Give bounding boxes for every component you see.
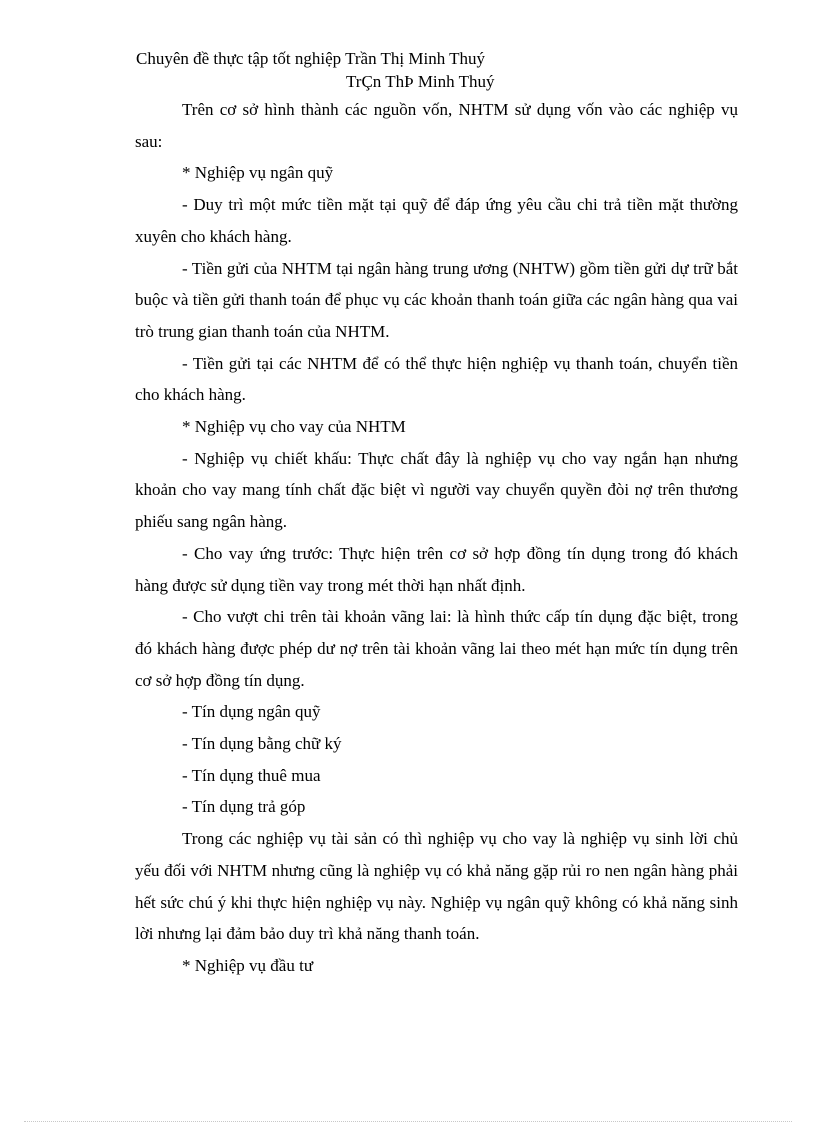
body-text: [135, 94, 738, 982]
list-item-signature-credit: - Tín dụng bằng chữ ký: [182, 734, 342, 754]
author-name-header: TrÇn ThÞ Minh Thuý: [346, 72, 495, 91]
paragraph-cash-reserve: - Duy trì một mức tiền mặt tại quỹ để đáp ứng yêu cầu chi trả tiền mặt thường xuyên cho khách hàng.: [135, 195, 738, 246]
paragraph-advance-loans: - Cho vay ứng trước: Thực hiện trên cơ sở hợp đồng tín dụng trong đó khách hàng được sử dụng tiền vay trong mét thời hạn nhất định.: [135, 543, 738, 595]
page-bottom-divider: [24, 1121, 792, 1122]
paragraph-central-bank-deposits: - Tiền gửi của NHTM tại ngân hàng trung ương (NHTW) gồm tiền gửi dự trữ bắt buộc và tiền gửi thanh toán để phục vụ các khoản thanh toán giữa các ngân hàng qua vai trò trung gian thanh toán của NHTM.: [135, 258, 738, 341]
list-item-leasing-credit: - Tín dụng thuê mua: [182, 765, 321, 785]
paragraph-overdraft: - Cho vượt chi trên tài khoản vãng lai: là hình thức cấp tín dụng đặc biệt, trong đó khách hàng được phép dư nợ trên tài khoản vãng lai theo mét hạn mức tín dụng trên cơ sở hợp đồng tín dụng.: [135, 607, 738, 690]
paragraph-lending-risk: Trong các nghiệp vụ tài sản có thì nghiệp vụ cho vay là nghiệp vụ sinh lời chủ yếu đối với NHTM nhưng cũng là nghiệp vụ có khả năng gặp rủi ro nen ngân hàng phải hết sức chú ý khi thực hiện nghiệp vụ này. Nghiệp vụ ngân quỹ không có khả năng sinh lời nhưng lại đảm bảo duy trì khả năng thanh toán.: [135, 829, 738, 944]
heading-lending-operations: * Nghiệp vụ cho vay của NHTM: [182, 417, 406, 437]
paragraph-intro: Trên cơ sở hình thành các nguồn vốn, NHTM sử dụng vốn vào các nghiệp vụ sau:: [135, 100, 738, 151]
paragraph-discounting: - Nghiệp vụ chiết khấu: Thực chất đây là nghiệp vụ cho vay ngắn hạn nhưng khoản cho vay mang tính chất đặc biệt vì người vay chuyển quyền đòi nợ trên thương phiếu sang ngân hàng.: [135, 448, 738, 532]
heading-investment-operations: * Nghiệp vụ đầu tư: [182, 955, 314, 975]
list-item-installment-credit: - Tín dụng trả góp: [182, 797, 306, 817]
list-item-treasury-credit: - Tín dụng ngân quỹ: [182, 702, 321, 722]
paragraph-interbank-deposits: - Tiền gửi tại các NHTM để có thể thực hiện nghiệp vụ thanh toán, chuyển tiền cho khách hàng.: [135, 353, 738, 405]
heading-treasury-operations: * Nghiệp vụ ngân quỹ: [182, 163, 334, 183]
running-header: Chuyên đề thực tập tốt nghiệp Trần Thị Minh Thuý: [136, 49, 486, 68]
